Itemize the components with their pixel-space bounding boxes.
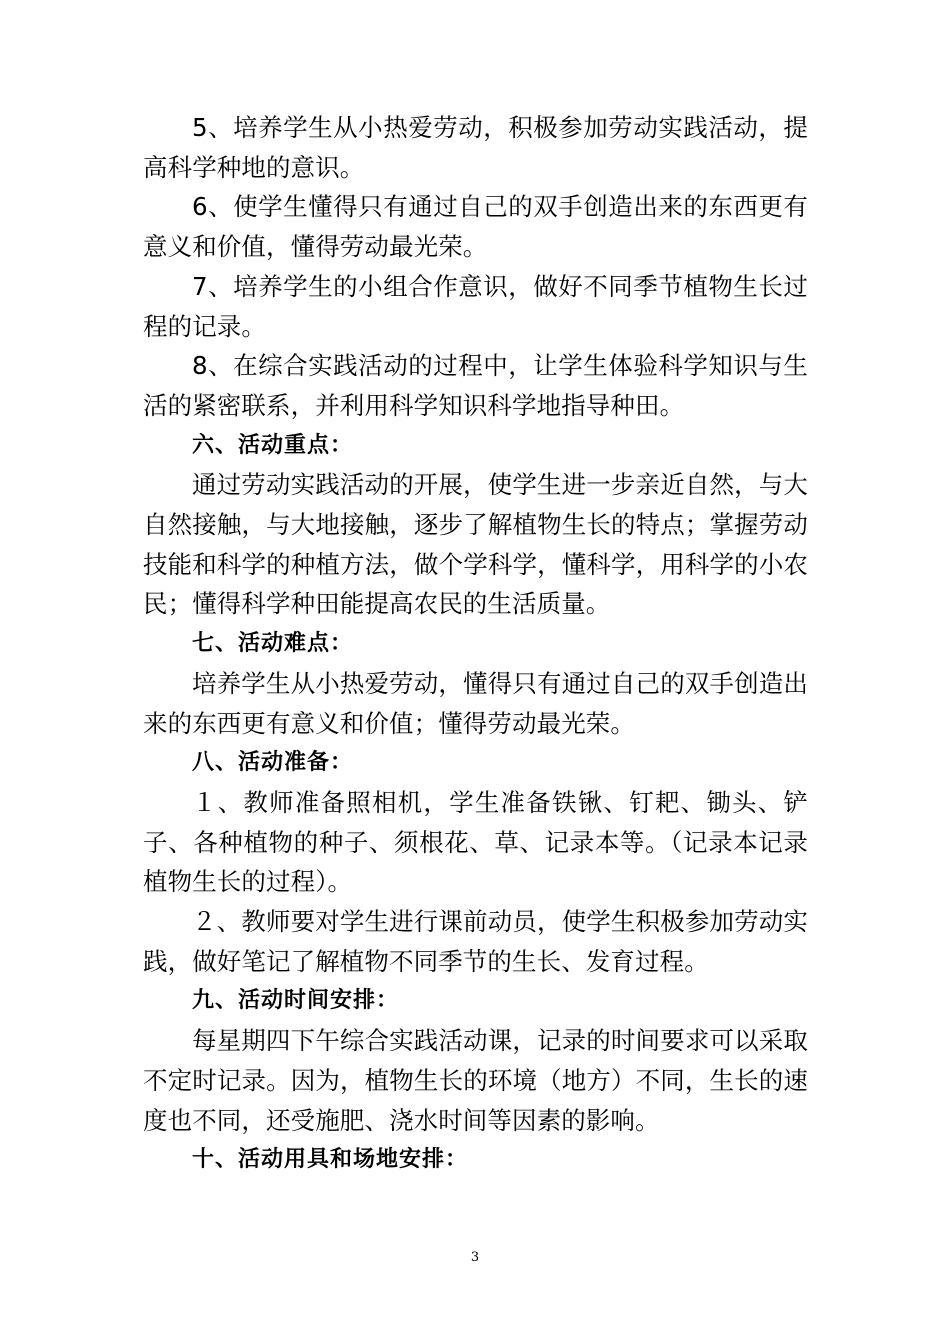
goal-item-7: 7、培养学生的小组合作意识，做好不同季节植物生长过程的记录。 [143,271,808,341]
goal-item-6: 6、使学生懂得只有通过自己的双手创造出来的东西更有意义和价值，懂得劳动最光荣。 [143,192,808,262]
schedule-paragraph: 每星期四下午综合实践活动课，记录的时间要求可以采取不定时记录。因为，植物生长的环境（地方）不同，生长的速度也不同，还受施肥、浇水时间等因素的影响。 [143,1026,808,1135]
difficulties-paragraph: 培养学生从小热爱劳动，懂得只有通过自己的双手创造出来的东西更有意义和价值；懂得劳动最光荣。 [143,668,808,738]
key-points-paragraph: 通过劳动实践活动的开展，使学生进一步亲近自然，与大自然接触，与大地接触，逐步了解植物生长的特点；掌握劳动技能和科学的种植方法，做个学科学，懂科学，用科学的小农民；懂得科学种田能提高农民的生活质量。 [143,470,808,619]
page-number: 3 [470,1250,480,1265]
section-heading-key-points: 六、活动重点： [192,432,354,458]
goal-item-5: 5、培养学生从小热爱劳动，积极参加劳动实践活动，提高科学种地的意识。 [143,113,808,182]
document-body [143,108,808,1180]
section-heading-tools-venue: 十、活动用具和场地安排： [192,1147,469,1173]
preparation-item-1: １、教师准备照相机，学生准备铁锹、钉耙、锄头、铲子、各种植物的种子、须根花、草、记录本等。（记录本记录植物生长的过程）。 [143,787,808,897]
section-heading-schedule: 九、活动时间安排： [192,988,400,1014]
section-heading-preparation: 八、活动准备： [192,750,354,776]
section-heading-difficulties: 七、活动难点： [192,631,354,657]
preparation-item-2: ２、教师要对学生进行课前动员，使学生积极参加劳动实践，做好笔记了解植物不同季节的生长、发育过程。 [143,907,808,976]
goal-item-8: 8、在综合实践活动的过程中，让学生体验科学知识与生活的紧密联系，并利用科学知识科学地指导种田。 [143,351,808,420]
